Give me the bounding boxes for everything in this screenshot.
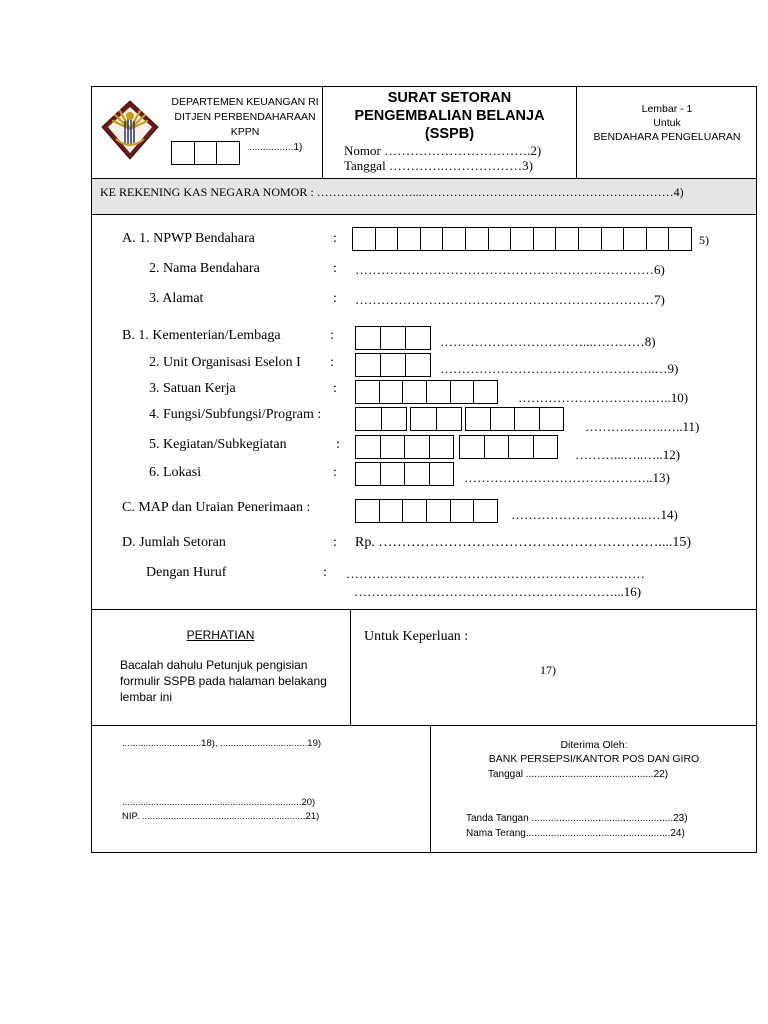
perhatian-top-rule <box>91 609 757 610</box>
nama-terang-field[interactable]: Nama Terang....................................................24) <box>466 828 685 839</box>
tanggal-field: Tanggal ………….………………3) <box>344 158 534 173</box>
jumlah-colon: : <box>333 535 337 550</box>
npwp-colon: : <box>333 231 337 246</box>
untuk-label: Untuk <box>653 117 681 129</box>
lokasi-label: 6. Lokasi <box>149 465 202 480</box>
kementerian-boxes[interactable] <box>355 326 431 350</box>
unit-eselon-field[interactable]: …………………………………………..…9) <box>440 361 679 376</box>
kementerian-colon: : <box>330 328 334 343</box>
fungsi-boxes[interactable] <box>355 407 407 431</box>
kementerian-field[interactable]: ……………………………...…………8) <box>440 334 656 349</box>
bank-tanggal-field[interactable]: Tanggal ..............................................22) <box>488 769 669 780</box>
kppn-code-boxes[interactable] <box>171 141 240 165</box>
kementerian-label: B. 1. Kementerian/Lembaga <box>122 328 281 343</box>
perhatian-divider <box>350 609 351 725</box>
place-date-field[interactable]: ..............................18), .................................19) <box>122 738 322 749</box>
unit-eselon-colon: : <box>330 355 334 370</box>
huruf-field-line-1[interactable]: …………………………………………………………… <box>346 566 645 581</box>
diterima-oleh-label: Diterima Oleh: <box>560 739 628 751</box>
kegiatan-field[interactable]: ………...…..…..12) <box>575 447 681 462</box>
perhatian-heading: PERHATIAN <box>186 628 255 642</box>
perhatian-line-3: lembar ini <box>120 690 173 704</box>
satker-field[interactable]: ………………………….…..10) <box>518 390 689 405</box>
keperluan-label: Untuk Keperluan : <box>364 629 469 644</box>
dept-line-3: KPPN <box>230 126 260 138</box>
bendahara-label: BENDAHARA PENGELUARAN <box>593 131 741 143</box>
program-boxes[interactable] <box>465 407 564 431</box>
nip-field[interactable]: NIP. ..............................................................21) <box>122 811 320 822</box>
nama-bendahara-label: 2. Nama Bendahara <box>149 261 260 276</box>
kegiatan-boxes[interactable] <box>355 435 454 459</box>
rekening-text: KE REKENING KAS NEGARA NOMOR : ……………………...………………………………………………………4) <box>100 185 684 199</box>
bank-label: BANK PERSEPSI/KANTOR POS DAN GIRO <box>488 753 700 765</box>
signature-top-rule <box>91 725 757 726</box>
npwp-boxes[interactable] <box>352 227 692 251</box>
nama-colon: : <box>333 261 337 276</box>
kegiatan-label: 5. Kegiatan/Subkegiatan <box>149 437 287 452</box>
huruf-label: Dengan Huruf <box>146 565 227 580</box>
dept-line-1: DEPARTEMEN KEUANGAN RI <box>171 96 319 108</box>
nama-bendahara-field[interactable]: ……………………………………………………………6) <box>355 262 665 277</box>
lokasi-colon: : <box>333 465 337 480</box>
lembar-label: Lembar - 1 <box>641 103 693 115</box>
subkegiatan-boxes[interactable] <box>459 435 558 459</box>
alamat-field[interactable]: ……………………………………………………………7) <box>355 292 665 307</box>
perhatian-line-2: formulir SSPB pada halaman belakang <box>120 674 327 688</box>
map-boxes[interactable] <box>355 499 498 523</box>
dept-line-2: DITJEN PERBENDAHARAAN <box>174 111 316 123</box>
title-line-3: (SSPB) <box>424 126 475 142</box>
alamat-label: 3. Alamat <box>149 291 204 306</box>
lokasi-field[interactable]: ……………………………………..13) <box>464 470 670 485</box>
jumlah-label: D. Jumlah Setoran <box>122 535 226 550</box>
title-line-2: PENGEMBALIAN BELANJA <box>354 108 545 124</box>
huruf-colon: : <box>323 565 327 580</box>
map-field[interactable]: …………………………..…14) <box>511 507 678 522</box>
subfungsi-boxes[interactable] <box>410 407 462 431</box>
nomor-field: Nomor …………………………….2) <box>344 143 542 158</box>
huruf-field-line-2[interactable]: ……………………………………………………...16) <box>354 584 642 599</box>
jumlah-field[interactable]: Rp. ……………………………………………………....15) <box>355 535 691 550</box>
rekening-bottom-rule <box>91 214 757 215</box>
satker-label: 3. Satuan Kerja <box>149 381 236 396</box>
map-label: C. MAP dan Uraian Penerimaan : <box>122 500 311 515</box>
alamat-colon: : <box>333 291 337 306</box>
title-line-1: SURAT SETORAN <box>387 90 512 106</box>
npwp-ref: 5) <box>699 233 709 247</box>
satker-colon: : <box>333 381 337 396</box>
kemenkeu-logo <box>99 99 161 161</box>
perhatian-line-1: Bacalah dahulu Petunjuk pengisian <box>120 658 308 672</box>
npwp-label: A. 1. NPWP Bendahara <box>122 231 255 246</box>
penyetor-name-field[interactable]: ....................................................................20) <box>122 797 316 808</box>
satker-boxes[interactable] <box>355 380 498 404</box>
keperluan-field[interactable]: 17) <box>540 663 556 677</box>
kegiatan-colon: : <box>336 437 340 452</box>
unit-eselon-label: 2. Unit Organisasi Eselon I <box>149 355 301 370</box>
kppn-code-ref: ................1) <box>249 142 303 153</box>
tanda-tangan-field[interactable]: Tanda Tangan ...................................................23) <box>466 813 688 824</box>
fungsi-field[interactable]: ………..……..…..11) <box>585 419 700 434</box>
lokasi-boxes[interactable] <box>355 462 454 486</box>
unit-eselon-boxes[interactable] <box>355 353 431 377</box>
fungsi-label: 4. Fungsi/Subfungsi/Program : <box>149 407 322 422</box>
